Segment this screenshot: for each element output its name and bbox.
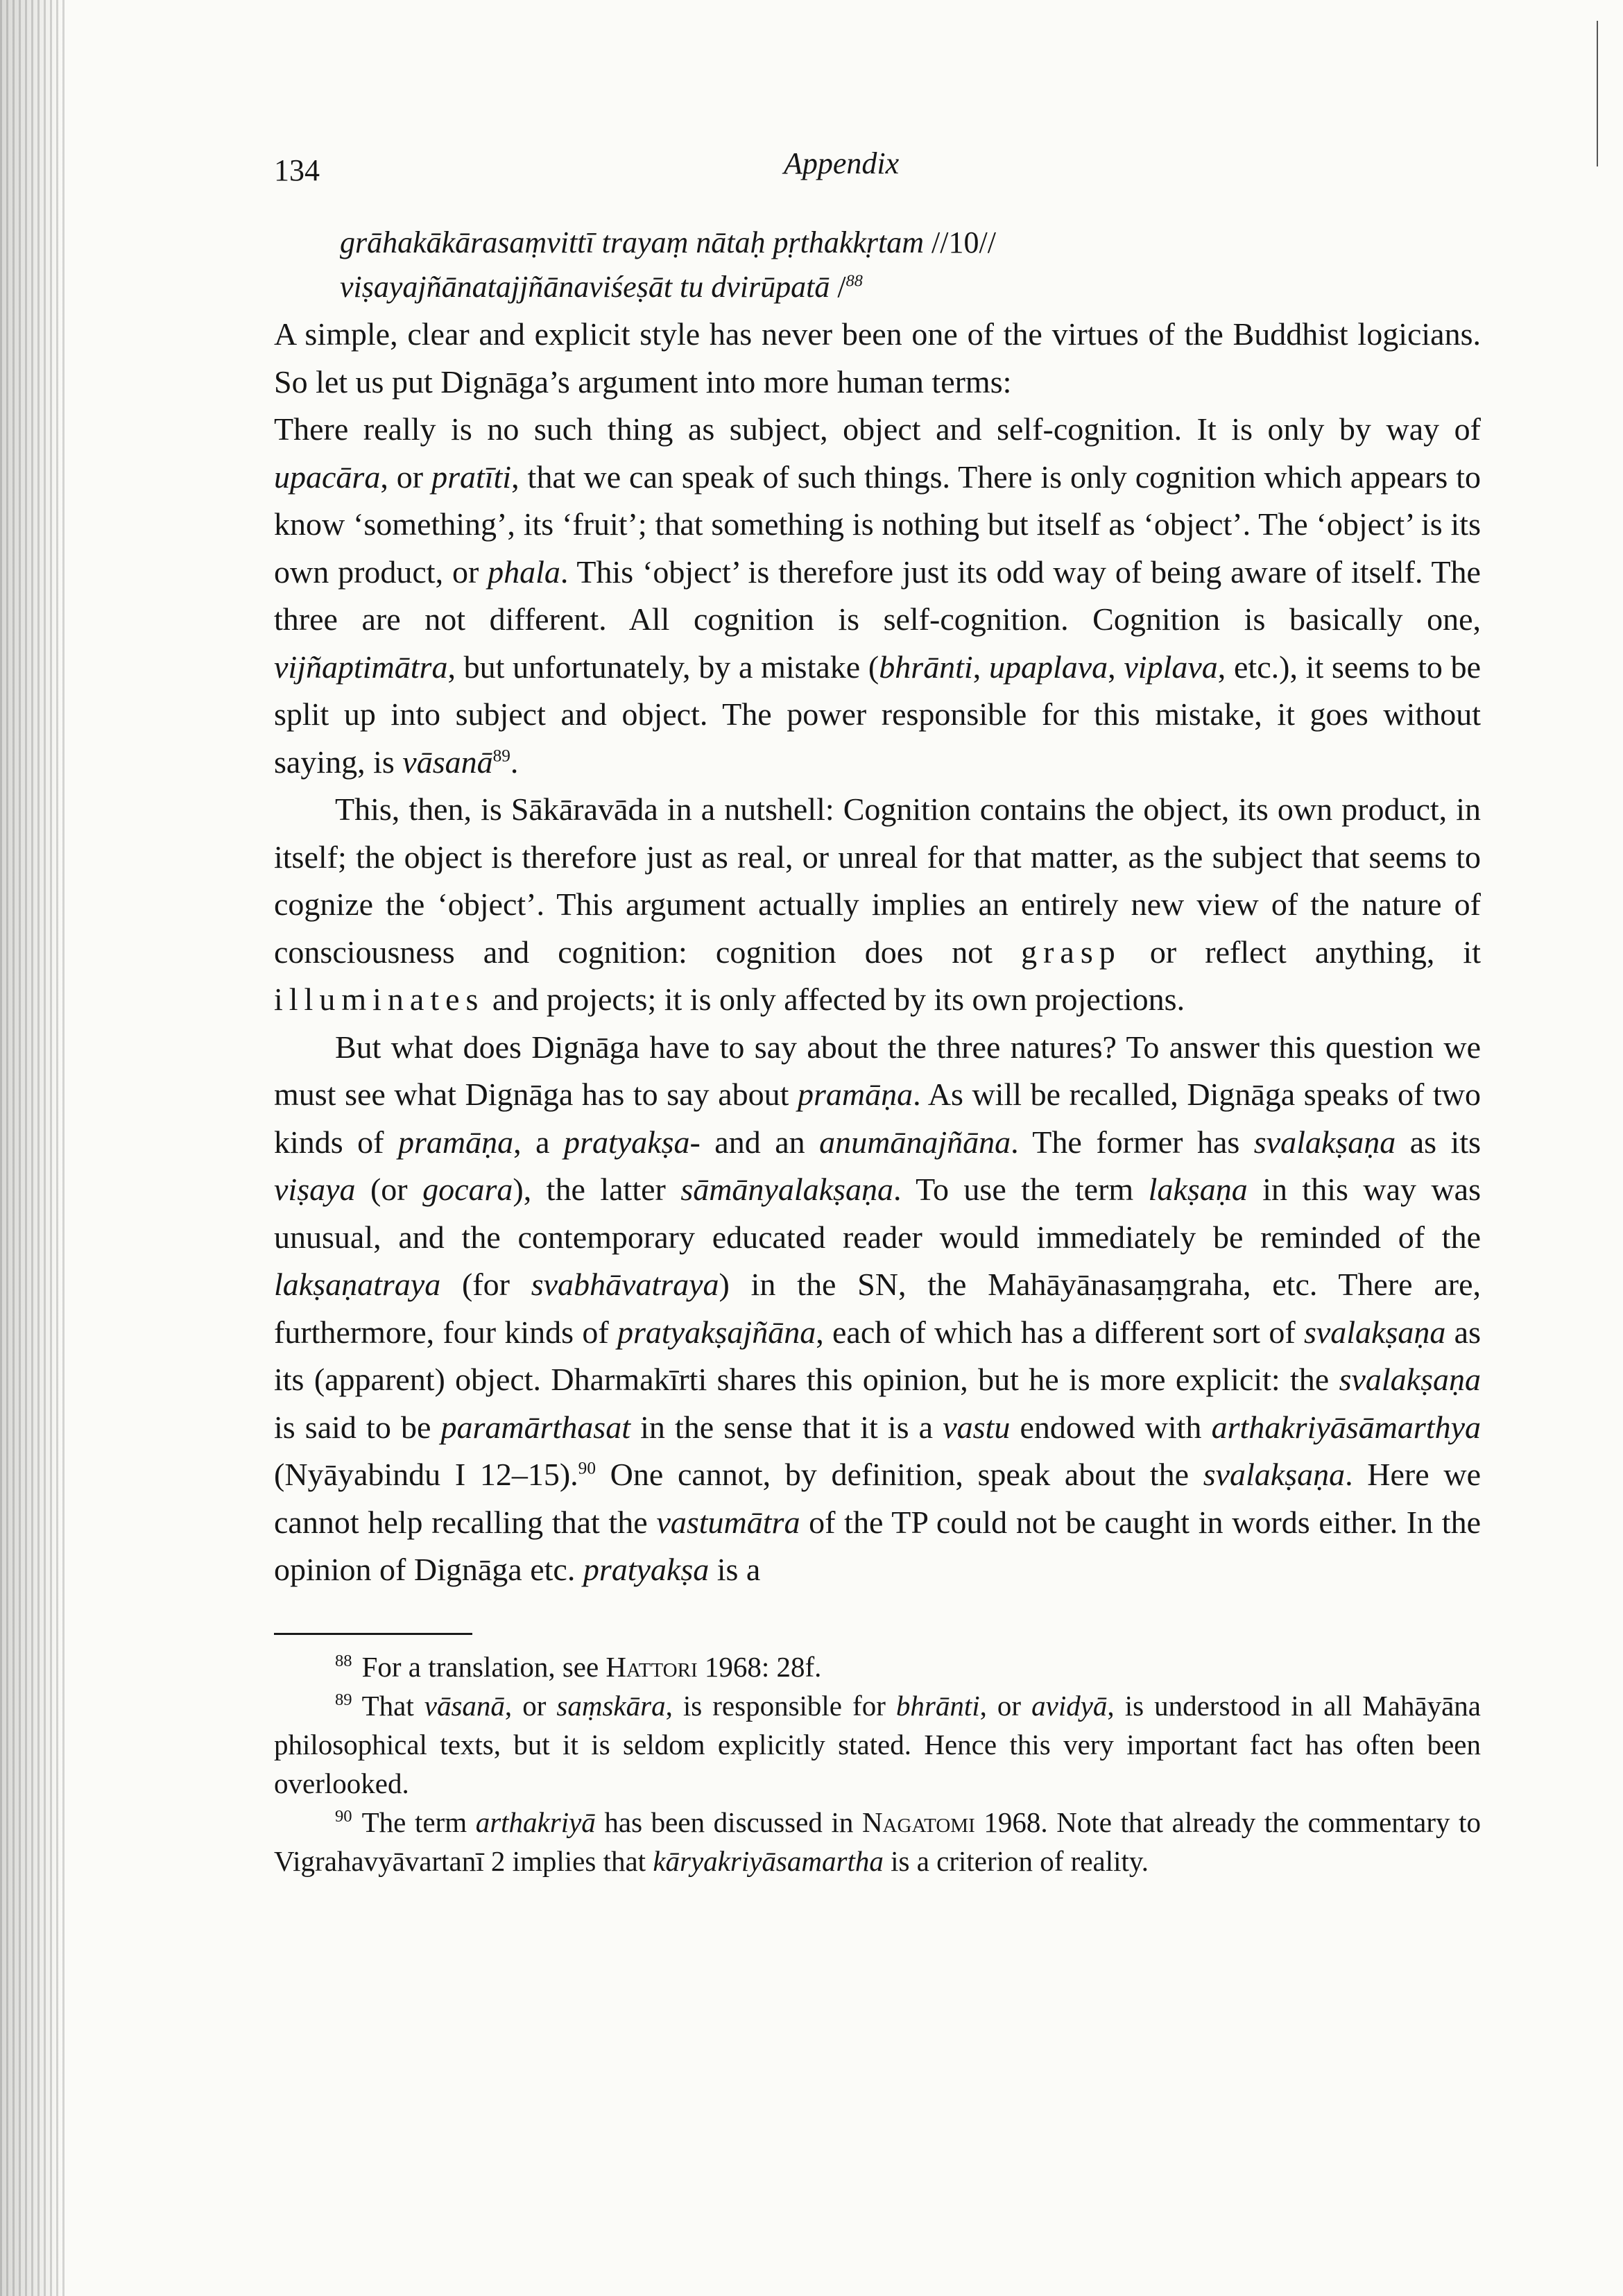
body-text: [274, 311, 1481, 1594]
footnote-89: $^{89}$ That vāsanā, or saṃskāra, is responsible for bhrānti, or avidyā, is understood in all Mahāyāna philosophical texts, but it is seldom explicitly stated. Hence this very important fact has often been overlooked.: [274, 1689, 1482, 1799]
verse-line-2: viṣayajñānatajjñānaviśeṣāt tu dvirūpatā /$^{88}$: [340, 270, 863, 304]
footnotes: [274, 1647, 1481, 1881]
paragraph-3: This, then, is Sākāravāda in a nutshell: Cognition contains the object, its own product, in itself; the object is therefore just as real, or unreal for that matter, as the subject that seems to cognize the ‘object’. This argument actually implies an entirely new view of the nature of consciousness and cognition: cognition does not grasp or reflect anything, it illuminates and projects; it is only affected by its own projections.: [274, 791, 1481, 1017]
footnote-ref-89[interactable]: 89: [492, 746, 510, 766]
footnote-ref-88[interactable]: 88: [845, 271, 863, 291]
footnote-number: 90: [335, 1806, 352, 1826]
page-number: 134: [274, 153, 320, 187]
footnote-90: $^{90}$ The term arthakriyā has been discussed in Nagatomi 1968. Note that already the commentary to Vigrahavyāvartanī 2 implies that kāryakriyāsamartha is a criterion of reality.: [274, 1806, 1482, 1877]
spaced-emphasis-illuminates: illuminates: [274, 982, 485, 1017]
scan-edge-line: [1597, 21, 1598, 166]
footnote-divider: [274, 1633, 472, 1635]
scan-margin-shadow: [0, 0, 66, 2296]
verse-line-1: grāhakākārasaṃvittī trayaṃ nātaḥ pṛthakkṛtam //10//: [340, 225, 996, 259]
footnote-number: 88: [335, 1651, 352, 1670]
paragraph-1: A simple, clear and explicit style has never been one of the virtues of the Buddhist logicians. So let us put Dignāga’s argument into more human terms:: [274, 316, 1481, 400]
running-title: Appendix: [784, 146, 900, 180]
footnote-ref-90[interactable]: 90: [578, 1458, 596, 1478]
spaced-emphasis-grasp: grasp: [1021, 934, 1122, 970]
verse-quotation: [274, 221, 1481, 309]
footnote-88: $^{88}$ For a translation, see Hattori 1968: 28f.: [335, 1650, 822, 1683]
paragraph-4: But what does Dignāga have to say about the three natures? To answer this question we must see what Dignāga has to say about pramāṇa. As will be recalled, Dignāga speaks of two kinds of pramāṇa, a pratyakṣa- and an anumānajñāna. The former has svalakṣaṇa as its viṣaya (or gocara), the latter sāmānyalakṣaṇa. To use the term lakṣaṇa in this way was unusual, and the contemporary educated reader would immediately be reminded of the lakṣaṇatraya (for svabhāvatraya) in the SN, the Mahāyānasaṃgraha, etc. There are, furthermore, four kinds of pratyakṣajñāna, each of which has a different sort of svalakṣaṇa as its (apparent) object. Dharmakīrti shares this opinion, but he is more explicit: the svalakṣaṇa is said to be paramārthasat in the sense that it is a vastu endowed with arthakriyāsāmarthya (Nyāyabindu I 12–15).$^{90}$ One cannot, by definition, speak about the svalakṣaṇa. Here we cannot help recalling that the vastumātra of the TP could not be caught in words either. In the opinion of Dignāga etc. pratyakṣa is a: [274, 1029, 1481, 1587]
footnote-number: 89: [335, 1690, 352, 1709]
running-head: [274, 132, 1481, 194]
paragraph-2: There really is no such thing as subject, object and self-cognition. It is only by way of upacāra, or pratīti, that we can speak of such things. There is only cognition which appears to know ‘something’, its ‘fruit’; that something is nothing but itself as ‘object’. The ‘object’ is its own product, or phala. This ‘object’ is therefore just its odd way of being aware of itself. The three are not different. All cognition is self-cognition. Cognition is basically one, vijñaptimātra, but unfortunately, by a mistake (bhrānti, upaplava, viplava, etc.), it seems to be split up into subject and object. The power responsible for this mistake, it goes without saying, is vāsanā$^{89}$.: [274, 411, 1482, 780]
book-page: [274, 132, 1481, 1881]
